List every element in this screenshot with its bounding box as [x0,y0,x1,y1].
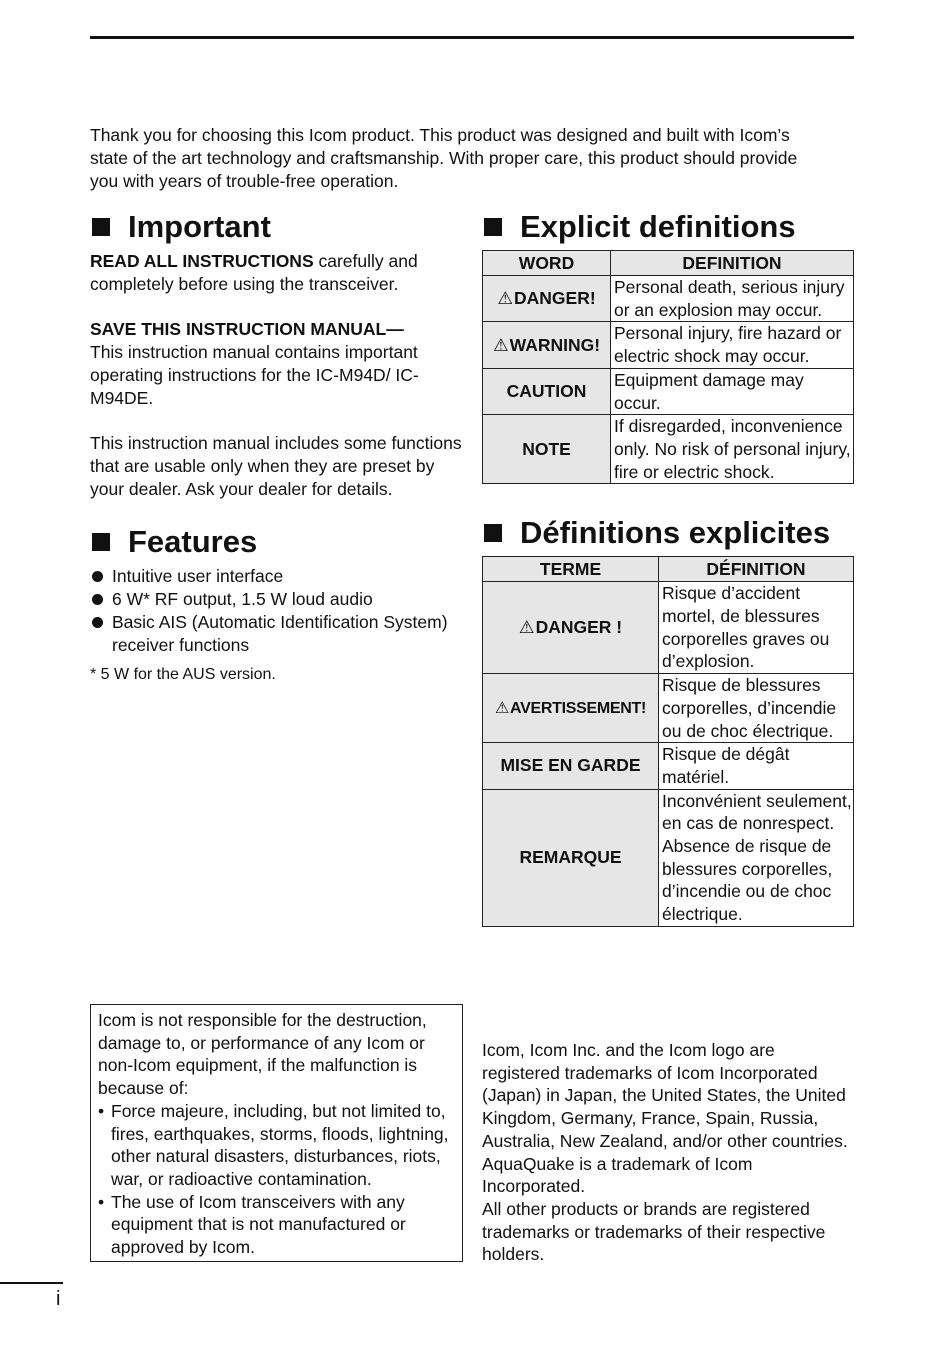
trademark-p1: Icom, Icom Inc. and the Icom logo are registered trademarks of Icom Incorporated (Japan) in Japan, the United States, the United Kingdom, Germany, France, Spain, Russia, Australia, New Zealand, and/or other countries. [482,1040,848,1151]
trademarks-text [482,1039,854,1266]
definition-cell: Risque d’accident mortel, de blessures corporelles graves ou d’explosion. [659,582,854,674]
important-p1: READ ALL INSTRUCTIONS carefully and completely before using the transceiver. [90,251,418,294]
bullet-dot-icon [92,594,103,605]
table-header-row [483,557,854,582]
table-header-definition: DEFINITION [611,251,854,276]
square-bullet-icon [92,533,110,551]
list-item: Basic AIS (Automatic Identification System) receiver functions [90,611,462,657]
right-column [482,208,854,927]
table-row [483,368,854,414]
list-item: • Force majeure, including, but not limited to, fires, earthquakes, storms, floods, lightning, other natural disasters, disturbances, riots, war, or radioactive contamination. [98,1100,449,1189]
word-cell: REMARQUE [483,789,659,926]
definition-cell: Personal injury, fire hazard or electric shock may occur. [611,322,854,368]
trademark-p3: All other products or brands are registered trademarks or trademarks of their respective holders. [482,1198,826,1265]
important-p3: This instruction manual includes some functions that are usable only when they are preset by your dealer. Ask your dealer for details. [90,433,462,499]
definition-cell: Risque de dégât matériel. [659,743,854,789]
list-item: • The use of Icom transceivers with any equipment that is not manufactured or approved by Icom. [98,1191,406,1258]
square-bullet-icon [92,218,110,236]
table-row [483,789,854,926]
definition-cell: Inconvénient seulement, en cas de nonrespect. Absence de risque de blessures corporelles, d’incendie ou de choc électrique. [659,789,854,926]
list-item: 6 W* RF output, 1.5 W loud audio [90,588,462,611]
important-p2: SAVE THIS INSTRUCTION MANUAL— This instruction manual contains important operating instructions for the IC-M94D/ IC-M94DE. [90,319,419,408]
table-header-word: TERME [483,557,659,582]
table-row [483,582,854,674]
bullet-dot-icon [92,617,103,628]
intro-paragraph: Thank you for choosing this Icom product. This product was designed and built with Icom’s state of the art technology and craftsmanship. With proper care, this product should provide you with years of trouble-free operation. [90,125,798,191]
table-row [483,415,854,484]
features-list [90,565,462,657]
table-header-row [483,251,854,276]
square-bullet-icon [484,218,502,236]
word-cell: ⚠DANGER ! [483,582,659,674]
features-heading: Features [90,523,462,561]
word-cell: ⚠WARNING! [483,322,611,368]
bullet-dot-icon [92,571,103,582]
page-number: i [56,1288,61,1310]
definition-cell: If disregarded, inconvenience only. No risk of personal injury, fire or electric shock. [611,415,854,484]
table-row [483,743,854,789]
word-cell: ⚠DANGER! [483,276,611,322]
warning-triangle-icon: ⚠ [494,699,510,717]
explicit-table [482,250,854,484]
disclaimer-box [90,1004,463,1262]
word-cell: CAUTION [483,368,611,414]
word-cell: MISE EN GARDE [483,743,659,789]
bullet-icon: • [98,1100,105,1121]
warning-triangle-icon: ⚠ [497,288,514,309]
left-column [90,208,462,686]
bullet-icon: • [98,1191,105,1212]
disclaimer-list [98,1100,455,1259]
table-row [483,276,854,322]
table-row [483,674,854,743]
table-header-word: WORD [483,251,611,276]
warning-triangle-icon: ⚠ [518,617,535,638]
definition-cell: Equipment damage may occur. [611,368,854,414]
definition-cell: Personal death, serious injury or an explosion may occur. [611,276,854,322]
square-bullet-icon [484,524,502,542]
warning-triangle-icon: ⚠ [492,334,509,355]
page-number-rule [0,1282,63,1284]
disclaimer-intro: Icom is not responsible for the destruction, damage to, or performance of any Icom or non-Icom equipment, if the malfunction is because of: [98,1010,427,1099]
features-footnote: * 5 W for the AUS version. [90,666,276,683]
word-cell: NOTE [483,415,611,484]
explicit-heading: Explicit definitions [482,208,854,246]
important-heading: Important [90,208,462,246]
list-item: Intuitive user interface [90,565,462,588]
trademark-p2: AquaQuake is a trademark of Icom Incorporated. [482,1153,753,1197]
french-heading: Définitions explicites [482,514,854,552]
word-cell: ⚠AVERTISSEMENT! [483,674,659,743]
definition-cell: Risque de blessures corporelles, d’incendie ou de choc électrique. [659,674,854,743]
top-rule [90,36,854,39]
table-header-definition: DÉFINITION [659,557,854,582]
french-table [482,556,854,927]
table-row [483,322,854,368]
